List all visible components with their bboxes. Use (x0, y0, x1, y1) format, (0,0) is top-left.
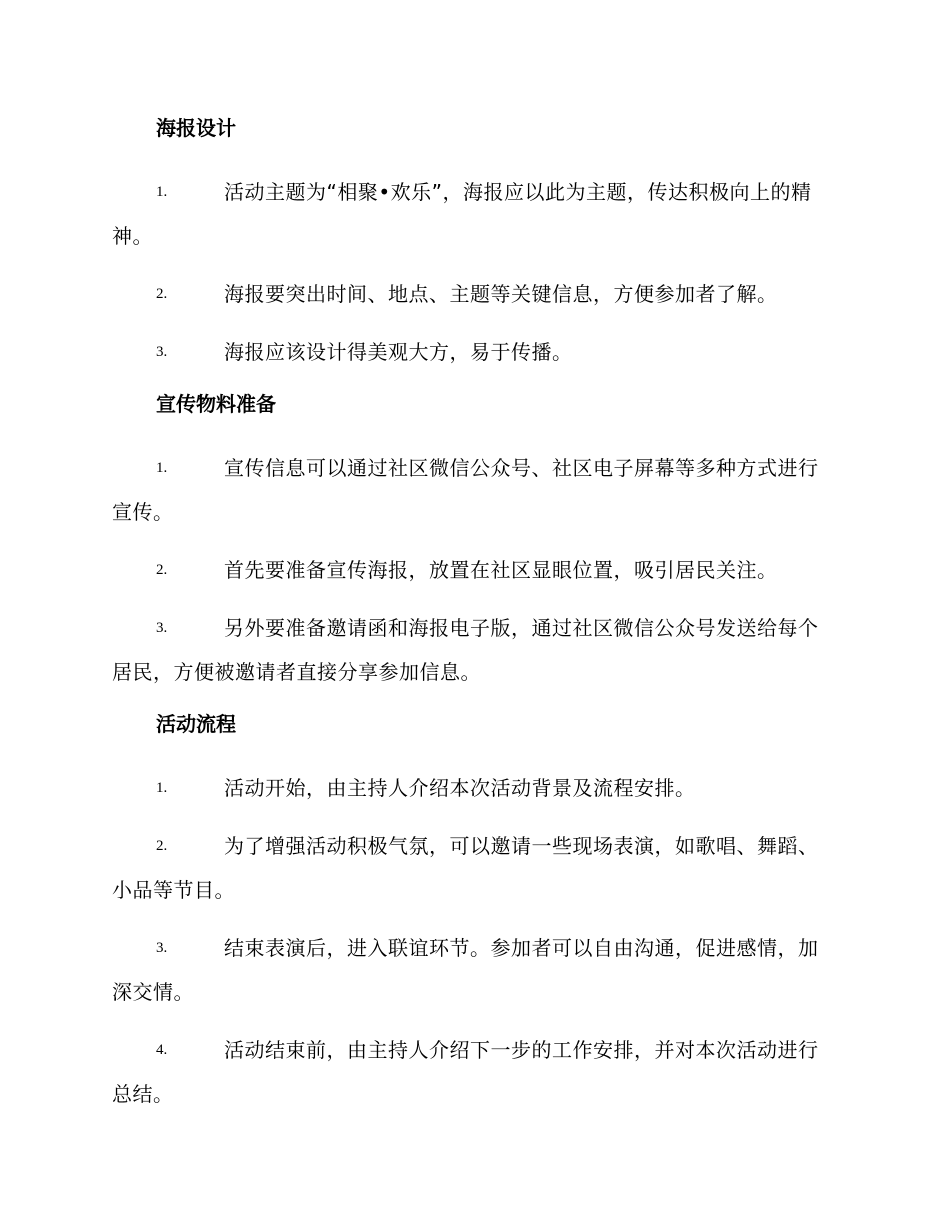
list-item-number: 2. (156, 286, 168, 302)
list-item (112, 766, 834, 810)
list-item-text: 宣传信息可以通过社区微信公众号、社区电子屏幕等多种方式进行宣传。 (112, 456, 819, 524)
list-item (112, 330, 834, 374)
list-item-text: 海报应该设计得美观大方，易于传播。 (224, 340, 573, 364)
list-item-text: 首先要准备宣传海报，放置在社区显眼位置，吸引居民关注。 (224, 558, 778, 582)
list-item-number: 2. (156, 562, 168, 578)
list-item-text: 活动结束前，由主持人介绍下一步的工作安排，并对本次活动进行总结。 (112, 1038, 819, 1106)
section-heading: 宣传物料准备 (156, 392, 276, 416)
list-item-number: 2. (156, 838, 168, 854)
list-item-text: 另外要准备邀请函和海报电子版，通过社区微信公众号发送给每个居民，方便被邀请者直接分享参加信息。 (112, 616, 819, 684)
list-item-number: 1. (156, 184, 168, 200)
list-item-number: 3. (156, 344, 168, 360)
list-item-number: 1. (156, 460, 168, 476)
list-item (112, 926, 834, 1014)
list-item (112, 548, 834, 592)
list-item (112, 272, 834, 316)
section-promo-materials (112, 388, 834, 694)
list-item-text: 活动开始，由主持人介绍本次活动背景及流程安排。 (224, 776, 696, 800)
list-item-number: 4. (156, 1042, 168, 1058)
list-item-text: 活动主题为“相聚•欢乐”，海报应以此为主题，传达积极向上的精神。 (112, 180, 812, 248)
list-item (112, 824, 834, 912)
list-item-text: 结束表演后，进入联谊环节。参加者可以自由沟通，促进感情，加深交情。 (112, 936, 819, 1004)
list-item-number: 3. (156, 620, 168, 636)
list-item-number: 1. (156, 780, 168, 796)
list-item (112, 170, 834, 258)
list-item-number: 3. (156, 940, 168, 956)
list-item (112, 446, 834, 534)
section-heading: 活动流程 (156, 712, 236, 736)
section-poster-design (112, 112, 834, 374)
list-item (112, 1028, 834, 1116)
list-item-text: 海报要突出时间、地点、主题等关键信息，方便参加者了解。 (224, 282, 778, 306)
list-item (112, 606, 834, 694)
document-body (112, 112, 834, 1130)
list-item-text: 为了增强活动积极气氛，可以邀请一些现场表演，如歌唱、舞蹈、小品等节目。 (112, 834, 819, 902)
section-heading: 海报设计 (156, 116, 236, 140)
section-event-flow (112, 708, 834, 1116)
